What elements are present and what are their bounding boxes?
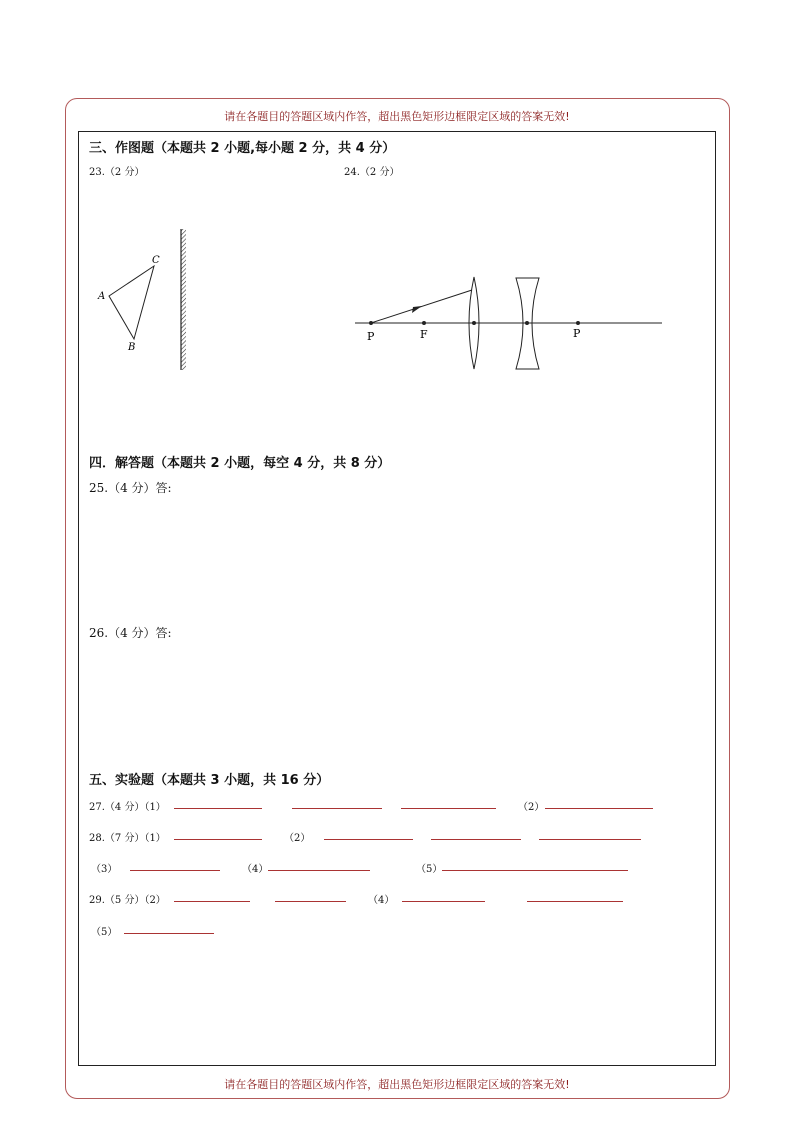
q28-blank-5[interactable] (130, 870, 220, 871)
q28-part-3-label: （3） (91, 864, 118, 875)
q29-blank-3[interactable] (402, 901, 485, 902)
concave-lens-center (525, 321, 529, 325)
question-29-label: 29.（5 分）（2） (89, 895, 166, 906)
label-p-left: P (367, 330, 375, 343)
q27-blank-2[interactable] (292, 808, 382, 809)
point-p-left (369, 321, 373, 325)
q29-blank-2[interactable] (275, 901, 346, 902)
top-warning-text: 请在各题目的答题区域内作答，超出黑色矩形边框限定区域的答案无效! (224, 110, 570, 123)
point-p-right (576, 321, 580, 325)
point-f (422, 321, 426, 325)
q28-blank-3[interactable] (431, 839, 521, 840)
q28-part-2-label: （2） (284, 833, 311, 844)
q27-blank-4[interactable] (545, 808, 653, 809)
q28-blank-1[interactable] (174, 839, 262, 840)
q29-part-5-label: （5） (91, 927, 118, 938)
q29-blank-4[interactable] (527, 901, 623, 902)
q27-blank-3[interactable] (401, 808, 496, 809)
question-28-label: 28.（7 分）（1） (89, 833, 166, 844)
label-b: B (128, 342, 136, 353)
question-27-label: 27.（4 分）（1） (89, 802, 166, 813)
section-3-title: 三、作图题（本题共 2 小题,每小题 2 分，共 4 分） (89, 141, 396, 156)
q28-blank-4[interactable] (539, 839, 641, 840)
ray-arrow (412, 306, 422, 313)
q29-blank-1[interactable] (174, 901, 250, 902)
question-24-label: 24.（2 分） (344, 167, 400, 178)
triangle-mirror-figure (97, 229, 186, 370)
question-23-label: 23.（2 分） (89, 167, 145, 178)
section-4-title: 四．解答题（本题共 2 小题，每空 4 分，共 8 分） (89, 456, 391, 471)
triangle-abc (109, 266, 154, 339)
question-26-label: 26.（4 分）答: (89, 626, 172, 640)
q28-part-5-label: （5） (416, 864, 443, 875)
q29-part-4-label: （4） (368, 895, 395, 906)
incident-ray (371, 290, 472, 323)
lens-figure (355, 277, 662, 369)
q27-part-2-label: （2） (518, 802, 545, 813)
q28-part-4-label: （4） (242, 864, 269, 875)
bottom-warning-text: 请在各题目的答题区域内作答，超出黑色矩形边框限定区域的答案无效! (224, 1078, 570, 1091)
convex-lens-center (472, 321, 476, 325)
label-p-right: P (573, 327, 581, 340)
label-a: A (98, 291, 106, 302)
q28-blank-7[interactable] (442, 870, 628, 871)
q29-blank-5[interactable] (124, 933, 214, 934)
section-5-title: 五、实验题（本题共 3 小题，共 16 分） (89, 773, 330, 788)
q28-blank-2[interactable] (324, 839, 413, 840)
mirror-hatching (181, 229, 186, 370)
question-25-label: 25.（4 分）答: (89, 481, 172, 495)
label-f: F (420, 328, 428, 341)
q28-blank-6[interactable] (268, 870, 370, 871)
label-c: C (152, 255, 160, 266)
q27-blank-1[interactable] (174, 808, 262, 809)
